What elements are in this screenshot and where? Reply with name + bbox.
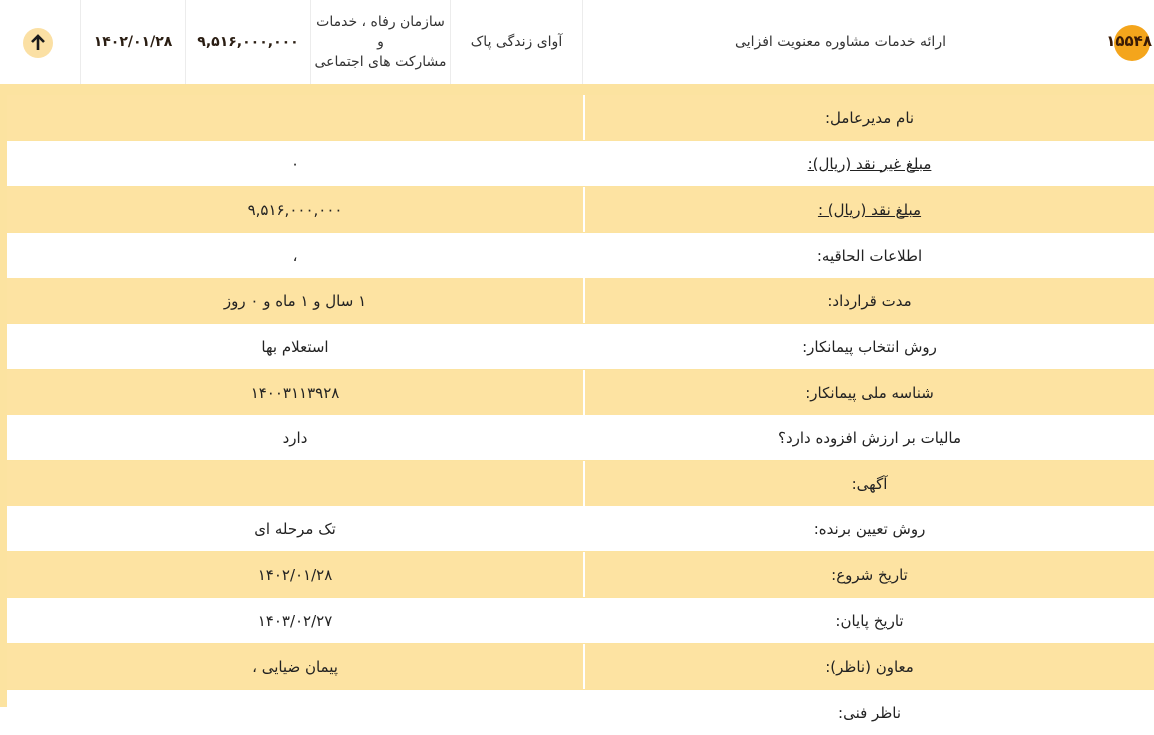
detail-value [7, 690, 583, 735]
detail-label: مدت قرارداد: [827, 291, 912, 310]
contract-summary-row[interactable] [0, 0, 1154, 84]
detail-label-link[interactable]: مبلغ نقد (ریال) : [817, 200, 922, 219]
detail-row-noncash-amount [7, 141, 1154, 186]
detail-row-selection-method [7, 324, 1154, 369]
detail-value: ۹,۵۱۶,۰۰۰,۰۰۰ [247, 200, 343, 219]
detail-value: ۱ سال و ۱ ماه و ۰ روز [223, 291, 367, 310]
detail-value: ۱۴۰۰۳۱۱۳۹۲۸ [250, 383, 340, 402]
detail-value [7, 95, 583, 140]
detail-value: ۱۴۰۳/۰۲/۲۷ [257, 611, 333, 630]
detail-row-vat [7, 415, 1154, 460]
detail-label: مالیات بر ارزش افزوده دارد؟ [778, 428, 962, 447]
detail-label: شناسه ملی پیمانکار: [805, 383, 934, 402]
detail-row-start-date [7, 552, 1154, 597]
contract-date: ۱۴۰۲/۰۱/۲۸ [80, 0, 185, 84]
detail-label: آگهی: [851, 474, 888, 493]
detail-row-national-id [7, 370, 1154, 415]
detail-label: اطلاعات الحاقیه: [816, 246, 923, 265]
detail-label-link[interactable]: مبلغ غیر نقد (ریال): [807, 154, 932, 173]
detail-row-deputy [7, 644, 1154, 689]
detail-value: استعلام بها [261, 337, 329, 356]
detail-row-ceo [7, 95, 1154, 140]
detail-value: ، [292, 246, 298, 265]
detail-label: روش انتخاب پیمانکار: [802, 337, 937, 356]
detail-label: تاریخ پایان: [835, 611, 904, 630]
detail-row-addendum [7, 233, 1154, 278]
detail-label: نام مدیرعامل: [824, 108, 915, 127]
detail-value [7, 461, 583, 506]
detail-value: پیمان ضیایی ، [252, 657, 338, 676]
detail-value: تک مرحله ای [254, 519, 336, 538]
contractor-name: آوای زندگی پاک [450, 0, 582, 84]
detail-value: دارد [282, 428, 308, 447]
organization-line-2: مشارکت های اجتماعی [314, 54, 447, 70]
detail-label: تاریخ شروع: [831, 565, 908, 584]
contract-amount: ۹,۵۱۶,۰۰۰,۰۰۰ [185, 0, 310, 84]
detail-label: روش تعیین برنده: [813, 519, 926, 538]
arrow-up-icon [28, 33, 48, 53]
detail-row-winner-method [7, 506, 1154, 551]
detail-row-duration [7, 278, 1154, 323]
detail-row-end-date [7, 598, 1154, 643]
contract-id: ۱۵۵۴۸ [1106, 32, 1152, 50]
contract-title: ارائه خدمات مشاوره معنویت افزایی [582, 0, 1098, 84]
organization-cell [310, 0, 450, 84]
detail-label: ناظر فنی: [838, 703, 901, 722]
detail-row-technical-supervisor [7, 690, 1154, 735]
organization-line-1: سازمان رفاه ، خدمات و [316, 14, 445, 50]
detail-value: ۱۴۰۲/۰۱/۲۸ [257, 565, 333, 584]
detail-row-cash-amount [7, 187, 1154, 232]
detail-label: معاون (ناظر): [825, 657, 914, 676]
detail-value: ۰ [290, 154, 300, 173]
detail-row-ad [7, 461, 1154, 506]
contract-details-table [0, 84, 1154, 722]
collapse-button[interactable] [23, 28, 53, 58]
